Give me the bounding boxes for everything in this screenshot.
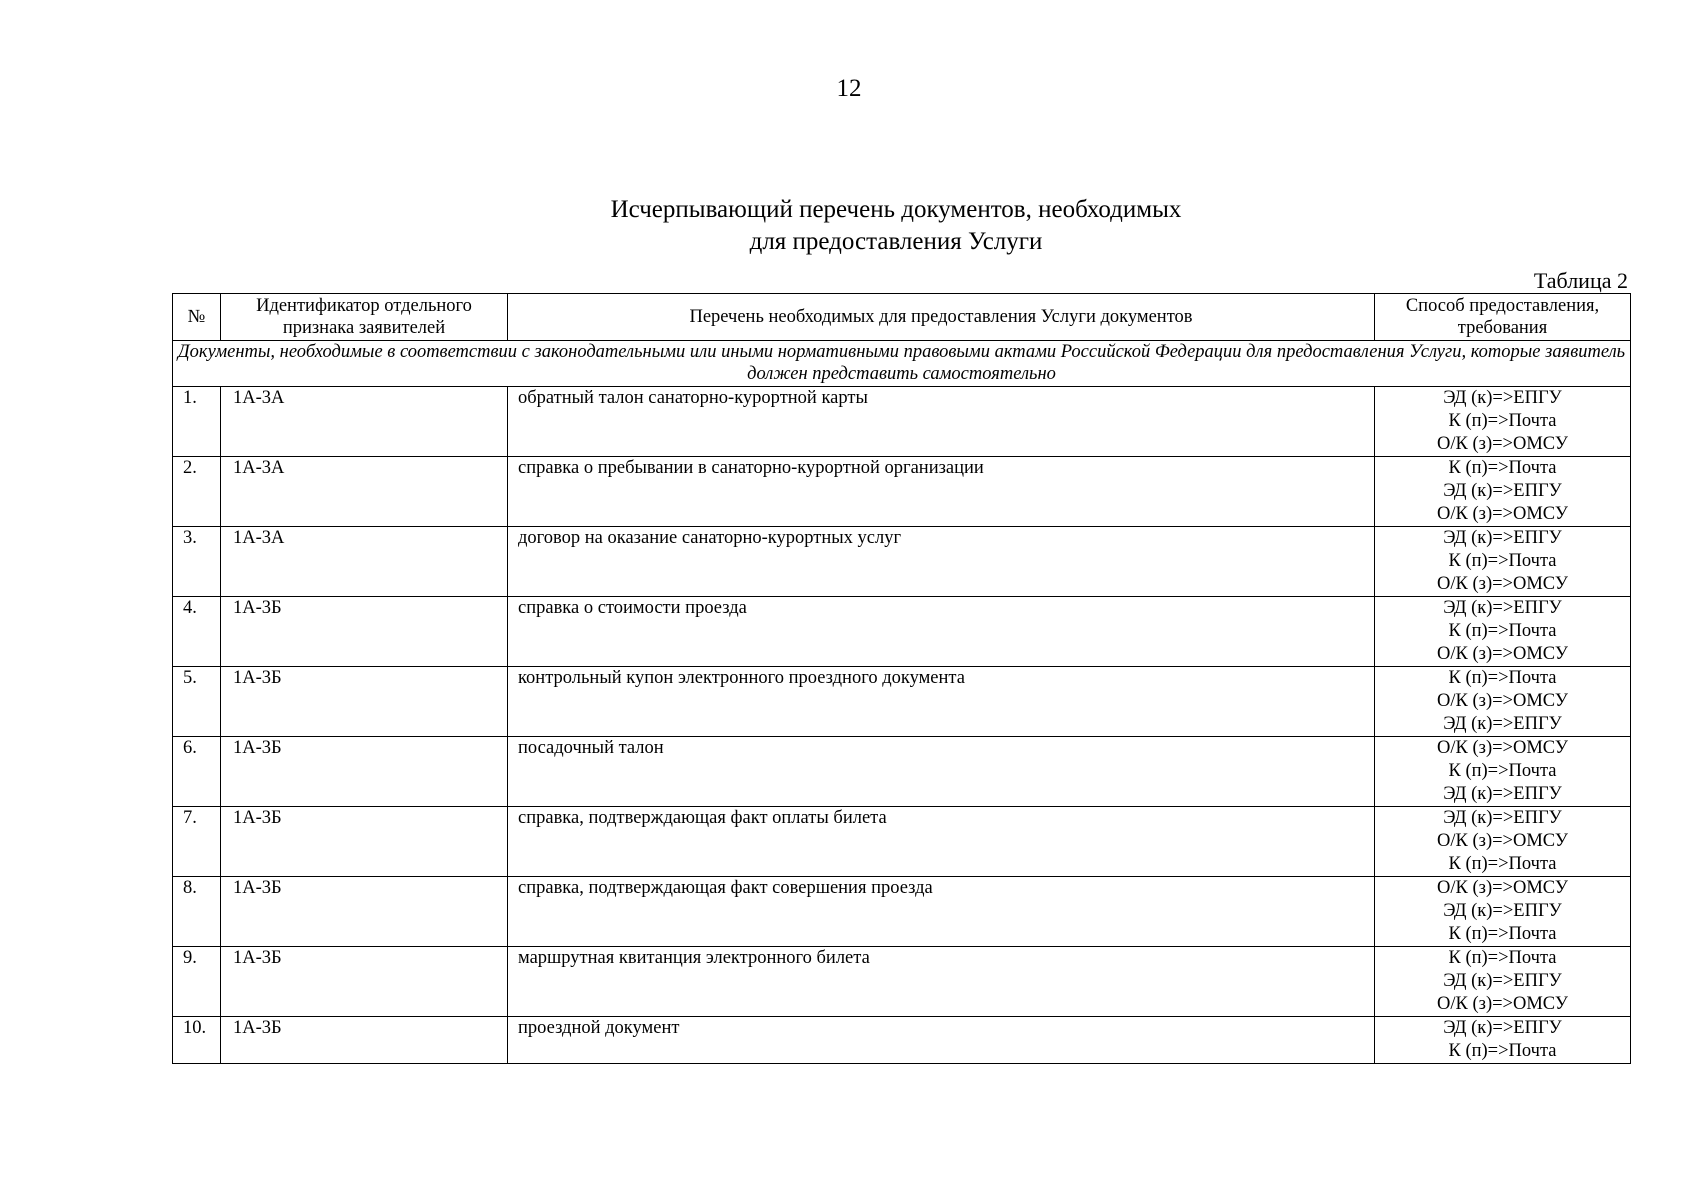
header-method: Способ предоставления, требования — [1375, 294, 1631, 341]
row-identifier: 1А-3Б — [221, 947, 508, 1017]
method-item: К (п)=>Почта — [1448, 551, 1557, 571]
row-number: 3. — [173, 527, 221, 597]
table-body — [173, 341, 1631, 1064]
method-item: ЭД (к)=>ЕПГУ — [1443, 714, 1562, 734]
row-document: справка о стоимости проезда — [508, 597, 1375, 667]
row-document: контрольный купон электронного проездного документа — [508, 667, 1375, 737]
table-header-row — [173, 294, 1631, 341]
method-item: О/К (з)=>ОМСУ — [1437, 574, 1568, 594]
method-item: ЭД (к)=>ЕПГУ — [1443, 528, 1562, 548]
table-row — [173, 1017, 1631, 1064]
row-number: 6. — [173, 737, 221, 807]
row-identifier: 1А-3Б — [221, 667, 508, 737]
row-identifier: 1А-3Б — [221, 597, 508, 667]
row-document: обратный талон санаторно-курортной карты — [508, 387, 1375, 457]
method-item: О/К (з)=>ОМСУ — [1437, 434, 1568, 454]
table-row — [173, 457, 1631, 527]
row-methods — [1375, 387, 1631, 457]
method-item: ЭД (к)=>ЕПГУ — [1443, 1018, 1562, 1038]
row-methods — [1375, 597, 1631, 667]
method-item: О/К (з)=>ОМСУ — [1437, 831, 1568, 851]
method-item: К (п)=>Почта — [1448, 854, 1557, 874]
row-number: 9. — [173, 947, 221, 1017]
row-document: справка о пребывании в санаторно-курортной организации — [508, 457, 1375, 527]
table-row — [173, 807, 1631, 877]
page-number: 12 — [836, 75, 862, 102]
method-item: К (п)=>Почта — [1448, 458, 1557, 478]
row-document: маршрутная квитанция электронного билета — [508, 947, 1375, 1017]
method-item: О/К (з)=>ОМСУ — [1437, 994, 1568, 1014]
method-item: К (п)=>Почта — [1448, 761, 1557, 781]
section-title: Документы, необходимые в соответствии с законодательными или иными нормативными правовыми актами Российской Федерации для предоставления Услуги, которые заявитель должен представить самостоятельно — [173, 341, 1631, 387]
row-methods — [1375, 947, 1631, 1017]
document-title — [0, 194, 1698, 258]
table-row — [173, 737, 1631, 807]
table-row — [173, 877, 1631, 947]
row-identifier: 1А-3А — [221, 387, 508, 457]
method-item: ЭД (к)=>ЕПГУ — [1443, 598, 1562, 618]
row-methods — [1375, 807, 1631, 877]
documents-table — [172, 293, 1631, 1064]
row-methods — [1375, 457, 1631, 527]
method-item: К (п)=>Почта — [1448, 1041, 1557, 1061]
row-document: проездной документ — [508, 1017, 1375, 1064]
section-row — [173, 341, 1631, 387]
method-item: О/К (з)=>ОМСУ — [1437, 738, 1568, 758]
method-item: ЭД (к)=>ЕПГУ — [1443, 901, 1562, 921]
row-document: справка, подтверждающая факт оплаты билета — [508, 807, 1375, 877]
document-title-line-2: для предоставления Услуги — [749, 228, 1043, 255]
row-methods — [1375, 877, 1631, 947]
table-row — [173, 527, 1631, 597]
header-num: № — [173, 294, 221, 341]
row-identifier: 1А-3Б — [221, 807, 508, 877]
method-item: ЭД (к)=>ЕПГУ — [1443, 388, 1562, 408]
table-row — [173, 947, 1631, 1017]
method-item: К (п)=>Почта — [1448, 668, 1557, 688]
method-item: К (п)=>Почта — [1448, 924, 1557, 944]
row-number: 2. — [173, 457, 221, 527]
row-methods — [1375, 737, 1631, 807]
method-item: К (п)=>Почта — [1448, 948, 1557, 968]
method-item: О/К (з)=>ОМСУ — [1437, 691, 1568, 711]
row-number: 7. — [173, 807, 221, 877]
row-number: 5. — [173, 667, 221, 737]
row-document: договор на оказание санаторно-курортных услуг — [508, 527, 1375, 597]
method-item: ЭД (к)=>ЕПГУ — [1443, 784, 1562, 804]
row-document: посадочный талон — [508, 737, 1375, 807]
row-methods — [1375, 1017, 1631, 1064]
table-caption: Таблица 2 — [1533, 268, 1628, 293]
row-identifier: 1А-3А — [221, 457, 508, 527]
row-number: 1. — [173, 387, 221, 457]
row-identifier: 1А-3Б — [221, 877, 508, 947]
header-identifier: Идентификатор отдельного признака заявителей — [221, 294, 508, 341]
table-row — [173, 387, 1631, 457]
row-methods — [1375, 667, 1631, 737]
document-title-line-1: Исчерпывающий перечень документов, необходимых — [610, 196, 1182, 223]
method-item: О/К (з)=>ОМСУ — [1437, 878, 1568, 898]
table-row — [173, 667, 1631, 737]
row-identifier: 1А-3Б — [221, 1017, 508, 1064]
row-number: 8. — [173, 877, 221, 947]
table-row — [173, 597, 1631, 667]
row-document: справка, подтверждающая факт совершения проезда — [508, 877, 1375, 947]
row-identifier: 1А-3Б — [221, 737, 508, 807]
method-item: О/К (з)=>ОМСУ — [1437, 644, 1568, 664]
method-item: К (п)=>Почта — [1448, 621, 1557, 641]
method-item: ЭД (к)=>ЕПГУ — [1443, 971, 1562, 991]
method-item: ЭД (к)=>ЕПГУ — [1443, 808, 1562, 828]
method-item: О/К (з)=>ОМСУ — [1437, 504, 1568, 524]
row-methods — [1375, 527, 1631, 597]
method-item: ЭД (к)=>ЕПГУ — [1443, 481, 1562, 501]
method-item: К (п)=>Почта — [1448, 411, 1557, 431]
row-number: 10. — [173, 1017, 221, 1064]
row-identifier: 1А-3А — [221, 527, 508, 597]
row-number: 4. — [173, 597, 221, 667]
header-documents: Перечень необходимых для предоставления Услуги документов — [508, 294, 1375, 341]
